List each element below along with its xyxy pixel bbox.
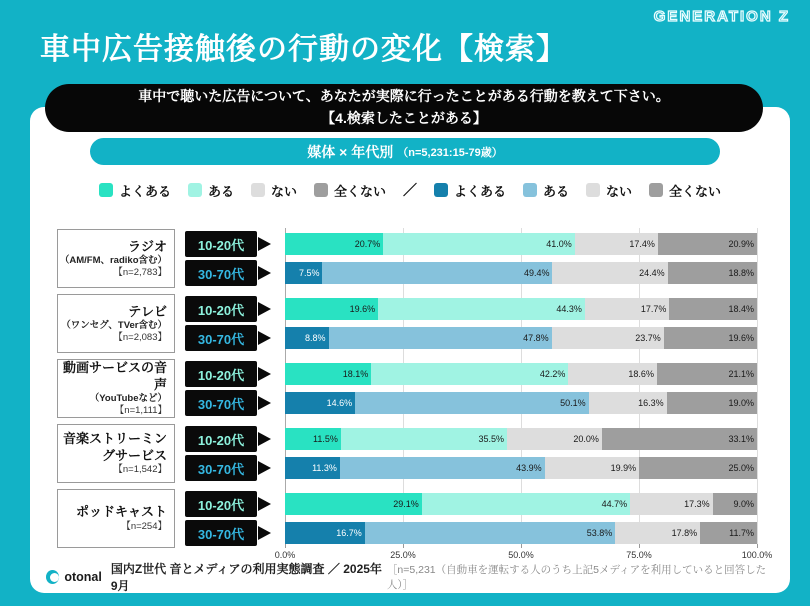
stacked-bar-0-0	[285, 233, 757, 255]
brand-logo-text: GENERATION Z	[653, 8, 790, 25]
bar-row-3-0	[185, 428, 757, 450]
age-pill-arrow-icon	[258, 266, 271, 280]
legend-swatch-old-1	[523, 183, 537, 197]
bar-row-0-0	[185, 233, 757, 255]
stacked-bar-2-1	[285, 392, 757, 414]
bar-segment-ない: 23.7%	[552, 327, 664, 349]
age-pill-10-20代: 10-20代	[185, 231, 257, 257]
legend-label-old-1: ある	[543, 183, 570, 199]
bar-segment-ない: 24.4%	[552, 262, 667, 284]
legend-item-young-2	[251, 181, 297, 200]
stacked-bar-2-0	[285, 363, 757, 385]
otonal-logo-icon	[46, 570, 59, 584]
bar-segment-よくある: 16.7%	[285, 522, 365, 544]
media-group-2	[57, 360, 757, 416]
bar-segment-ない: 16.3%	[589, 392, 667, 414]
media-label-box-0	[57, 229, 175, 288]
footer-source: 国内Z世代 音とメディアの利用実態調査 ／ 2025年9月	[110, 562, 382, 593]
stacked-bar-4-1	[285, 522, 757, 544]
media-sub: （AM/FM、radiko含む）	[59, 254, 167, 266]
bar-segment-全くない: 25.0%	[639, 457, 757, 479]
legend-label-young-3: 全くない	[333, 183, 386, 199]
otonal-logo-text: otonal	[64, 570, 102, 584]
age-pill-arrow-icon	[258, 432, 271, 446]
axis-label-50: 50.0%	[508, 550, 534, 560]
legend-swatch-old-2	[586, 183, 600, 197]
age-pill-10-20代: 10-20代	[185, 361, 257, 387]
footer-left	[46, 560, 387, 594]
legend-item-old-1	[523, 181, 569, 200]
axis-tick-25	[403, 544, 404, 548]
media-n: 【n=1,542】	[113, 463, 167, 475]
legend-item-old-3	[649, 181, 721, 200]
age-pill-arrow-icon	[258, 526, 271, 540]
stacked-bar-1-0	[285, 298, 757, 320]
bar-segment-ない: 17.8%	[615, 522, 700, 544]
bar-row-4-1	[185, 522, 757, 544]
bar-segment-ない: 18.6%	[568, 363, 657, 385]
bar-segment-ある: 50.1%	[355, 392, 588, 414]
bar-segment-よくある: 11.5%	[285, 428, 341, 450]
bar-segment-全くない: 33.1%	[602, 428, 757, 450]
legend-swatch-young-1	[188, 183, 202, 197]
bar-segment-ある: 44.3%	[378, 298, 585, 320]
legend-swatch-old-3	[649, 183, 663, 197]
age-pill-arrow-icon	[258, 331, 271, 345]
bar-row-3-1	[185, 457, 757, 479]
age-pill-30-70代: 30-70代	[185, 260, 257, 286]
pill-bar-spacer	[271, 233, 285, 255]
axis-tick-0	[285, 544, 286, 548]
legend-label-old-2: ない	[606, 183, 633, 199]
pill-bar-spacer	[271, 522, 285, 544]
page-title: 車中広告接触後の行動の変化【検索】	[40, 33, 567, 66]
media-n: 【n=2,783】	[113, 266, 167, 278]
bar-segment-よくある: 19.6%	[285, 298, 378, 320]
chart-groups	[57, 233, 757, 558]
question-line2: 【4.検索したことがある】	[321, 110, 487, 126]
age-pill-arrow-icon	[258, 396, 271, 410]
bar-segment-全くない: 20.9%	[658, 233, 757, 255]
legend-label-old-0: よくある	[454, 183, 507, 199]
pill-bar-spacer	[271, 327, 285, 349]
legend-item-old-0	[434, 181, 506, 200]
axis-tick-75	[639, 544, 640, 548]
age-pill-30-70代: 30-70代	[185, 455, 257, 481]
bar-segment-よくある: 8.8%	[285, 327, 329, 349]
legend-label-young-0: よくある	[118, 183, 171, 199]
axis-label-100: 100.0%	[741, 550, 773, 560]
age-pill-30-70代: 30-70代	[185, 390, 257, 416]
bar-segment-ない: 20.0%	[507, 428, 602, 450]
footer-note: ［n=5,231（自動車を運転する人のうち上記5メディアを利用していると回答した人）］	[386, 564, 767, 591]
age-pill-10-20代: 10-20代	[185, 491, 257, 517]
legend-item-young-3	[314, 181, 386, 200]
bar-segment-ない: 17.7%	[585, 298, 669, 320]
media-label-box-2	[57, 359, 175, 418]
media-name: ポッドキャスト	[75, 504, 167, 520]
media-name: 動画サービスの音声	[62, 360, 167, 392]
pill-bar-spacer	[271, 363, 285, 385]
legend-swatch-young-2	[251, 183, 265, 197]
bar-segment-全くない: 11.7%	[700, 522, 757, 544]
legend	[30, 181, 790, 199]
bar-segment-よくある: 11.3%	[285, 457, 340, 479]
bar-segment-全くない: 19.6%	[664, 327, 757, 349]
pill-bar-spacer	[271, 428, 285, 450]
bar-segment-よくある: 18.1%	[285, 363, 371, 385]
age-pill-arrow-icon	[258, 461, 271, 475]
bar-segment-全くない: 19.0%	[667, 392, 757, 414]
bar-segment-ある: 44.7%	[422, 493, 630, 515]
bar-segment-ない: 19.9%	[545, 457, 639, 479]
bar-row-1-0	[185, 298, 757, 320]
stacked-bar-1-1	[285, 327, 757, 349]
pill-bar-spacer	[271, 298, 285, 320]
content-panel	[30, 107, 790, 593]
bar-segment-ない: 17.4%	[575, 233, 658, 255]
bar-row-1-1	[185, 327, 757, 349]
media-group-0	[57, 233, 757, 284]
axis-label-0: 0.0%	[274, 550, 296, 560]
x-axis	[274, 548, 773, 562]
legend-separator: ／	[403, 182, 417, 198]
age-pill-arrow-icon	[258, 302, 271, 316]
legend-label-old-3: 全くない	[669, 183, 722, 199]
chart	[57, 228, 773, 573]
media-sub: （YouTubeなど）	[89, 392, 167, 404]
bar-segment-ある: 49.4%	[322, 262, 552, 284]
bar-segment-全くない: 18.4%	[669, 298, 757, 320]
stacked-bar-4-0	[285, 493, 757, 515]
axis-label-25: 25.0%	[390, 550, 416, 560]
pill-bar-spacer	[271, 493, 285, 515]
legend-item-young-0	[99, 181, 171, 200]
bar-segment-全くない: 9.0%	[713, 493, 757, 515]
stacked-bar-0-1	[285, 262, 757, 284]
media-group-3	[57, 428, 757, 479]
pill-bar-spacer	[271, 262, 285, 284]
section-pill	[90, 138, 720, 165]
bar-segment-よくある: 20.7%	[285, 233, 383, 255]
legend-swatch-young-3	[314, 183, 328, 197]
bar-segment-ある: 47.8%	[329, 327, 552, 349]
age-pill-10-20代: 10-20代	[185, 426, 257, 452]
media-n: 【n=2,083】	[113, 331, 167, 343]
axis-tick-50	[521, 544, 522, 548]
bar-row-2-1	[185, 392, 757, 414]
legend-swatch-old-0	[434, 183, 448, 197]
bar-segment-よくある: 7.5%	[285, 262, 322, 284]
pill-bar-spacer	[271, 457, 285, 479]
stacked-bar-3-1	[285, 457, 757, 479]
bar-segment-ある: 43.9%	[340, 457, 545, 479]
media-label-box-1	[57, 294, 175, 353]
media-label-box-4	[57, 489, 175, 548]
legend-swatch-young-0	[99, 183, 113, 197]
bar-segment-よくある: 29.1%	[285, 493, 422, 515]
question-line1: 車中で聴いた広告について、あなたが実際に行ったことがある行動を教えて下さい。	[138, 88, 670, 105]
media-name: テレビ	[128, 303, 167, 319]
media-group-4	[57, 493, 757, 544]
bar-segment-よくある: 14.6%	[285, 392, 355, 414]
media-sub: （ワンセグ、TVer含む）	[61, 319, 167, 331]
bar-segment-ある: 35.5%	[341, 428, 507, 450]
legend-item-young-1	[188, 181, 234, 200]
age-pill-arrow-icon	[258, 497, 271, 511]
bar-segment-ある: 41.0%	[383, 233, 575, 255]
bar-segment-全くない: 18.8%	[668, 262, 757, 284]
footer	[46, 562, 776, 593]
age-pill-arrow-icon	[258, 237, 271, 251]
bar-row-0-1	[185, 262, 757, 284]
axis-tick-100	[757, 544, 758, 548]
bar-segment-ある: 53.8%	[365, 522, 615, 544]
bar-segment-ある: 42.2%	[371, 363, 568, 385]
stacked-bar-3-0	[285, 428, 757, 450]
legend-item-old-2	[586, 181, 632, 200]
pill-bar-spacer	[271, 392, 285, 414]
bar-segment-全くない: 21.1%	[657, 363, 757, 385]
media-n: 【n=254】	[121, 520, 167, 532]
age-pill-arrow-icon	[258, 367, 271, 381]
age-pill-30-70代: 30-70代	[185, 325, 257, 351]
bar-row-2-0	[185, 363, 757, 385]
legend-label-young-2: ない	[270, 183, 297, 199]
bar-segment-ない: 17.3%	[630, 493, 713, 515]
question-banner	[45, 84, 763, 132]
axis-label-75: 75.0%	[626, 550, 652, 560]
bar-row-4-0	[185, 493, 757, 515]
legend-label-young-1: ある	[207, 183, 234, 199]
gridline-100	[757, 228, 758, 544]
section-pill-note: （n=5,231:15-79歳）	[397, 146, 503, 159]
media-name: 音楽ストリーミングサービス	[62, 431, 167, 463]
media-n: 【n=1,111】	[114, 404, 167, 416]
age-pill-10-20代: 10-20代	[185, 296, 257, 322]
media-name: ラジオ	[127, 238, 167, 254]
media-group-1	[57, 298, 757, 349]
section-pill-label: 媒体 × 年代別	[307, 143, 394, 160]
media-label-box-3	[57, 424, 175, 483]
age-pill-30-70代: 30-70代	[185, 520, 257, 546]
